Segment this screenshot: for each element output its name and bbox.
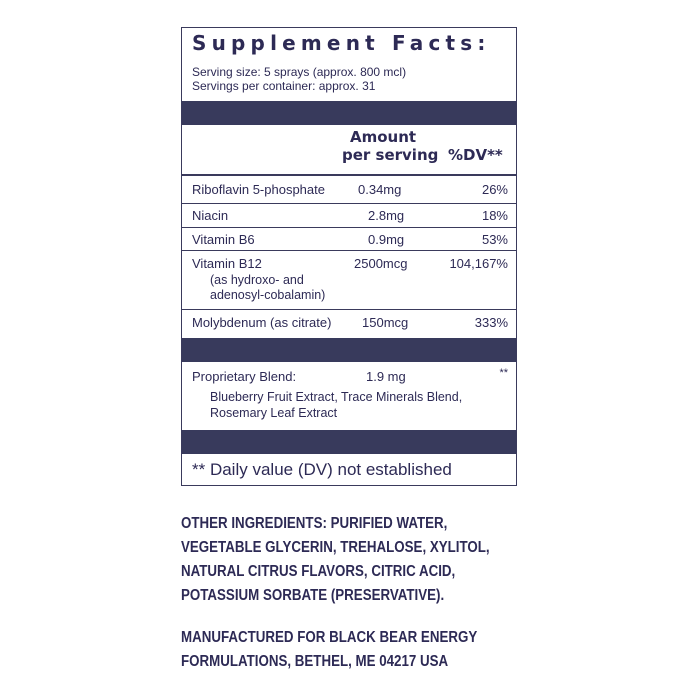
nutrient-name: Vitamin B12 <box>192 256 262 271</box>
nutrient-dv: 333% <box>474 315 508 330</box>
nutrient-amount: 0.9mg <box>368 232 405 247</box>
blend-name: Proprietary Blend: <box>192 369 297 384</box>
nutrient-dv: 53% <box>481 232 508 247</box>
row-rule <box>182 309 516 310</box>
servings-per-container: Servings per container: approx. 31 <box>192 79 376 93</box>
nutrient-name: Molybdenum (as citrate) <box>192 315 332 330</box>
row-rule <box>182 203 516 204</box>
other-ingredients-line: OTHER INGREDIENTS: PURIFIED WATER, <box>181 515 448 532</box>
manufacturer-line: MANUFACTURED FOR BLACK BEAR ENERGY <box>181 629 478 646</box>
divider-bar-bottom <box>182 430 516 454</box>
serving-size: Serving size: 5 sprays (approx. 800 mcl) <box>192 65 407 79</box>
other-ingredients <box>181 512 490 608</box>
nutrient-name: Riboflavin 5-phosphate <box>192 182 325 197</box>
blend-ingredients-line1: Blueberry Fruit Extract, Trace Minerals Blend, <box>210 390 463 404</box>
nutrient-dv: 26% <box>481 182 508 197</box>
other-ingredients-line: POTASSIUM SORBATE (PRESERVATIVE). <box>181 587 445 604</box>
nutrient-dv: 18% <box>481 208 508 223</box>
blend-dv: ** <box>499 367 508 379</box>
manufacturer-info <box>181 626 477 674</box>
header-rule <box>182 174 516 176</box>
header-amount-line2: per serving <box>342 146 439 164</box>
supplement-facts-panel <box>181 27 517 486</box>
nutrient-amount: 0.34mg <box>358 182 402 197</box>
panel-title: Supplement Facts: <box>192 31 491 55</box>
divider-bar-middle <box>182 338 516 362</box>
nutrient-name: Niacin <box>192 208 229 223</box>
blend-ingredients-line2: Rosemary Leaf Extract <box>210 406 338 420</box>
other-ingredients-line: NATURAL CITRUS FLAVORS, CITRIC ACID, <box>181 563 456 580</box>
nutrient-amount: 2.8mg <box>368 208 405 223</box>
row-rule <box>182 250 516 251</box>
row-rule <box>182 227 516 228</box>
nutrient-name: Vitamin B6 <box>192 232 255 247</box>
header-dv: %DV** <box>448 146 503 164</box>
other-ingredients-line: VEGETABLE GLYCERIN, TREHALOSE, XYLITOL, <box>181 539 490 556</box>
nutrient-amount: 2500mcg <box>354 256 408 271</box>
nutrient-subline: adenosyl-cobalamin) <box>210 288 326 302</box>
divider-bar-top <box>182 101 516 125</box>
header-amount-line1: Amount <box>350 128 417 146</box>
nutrient-dv: 104,167% <box>449 256 508 271</box>
blend-amount: 1.9 mg <box>366 369 406 384</box>
nutrient-subline: (as hydroxo- and <box>210 273 304 287</box>
manufacturer-line: FORMULATIONS, BETHEL, ME 04217 USA <box>181 653 449 670</box>
dv-footnote: ** Daily value (DV) not established <box>192 460 452 479</box>
nutrient-amount: 150mcg <box>362 315 409 330</box>
